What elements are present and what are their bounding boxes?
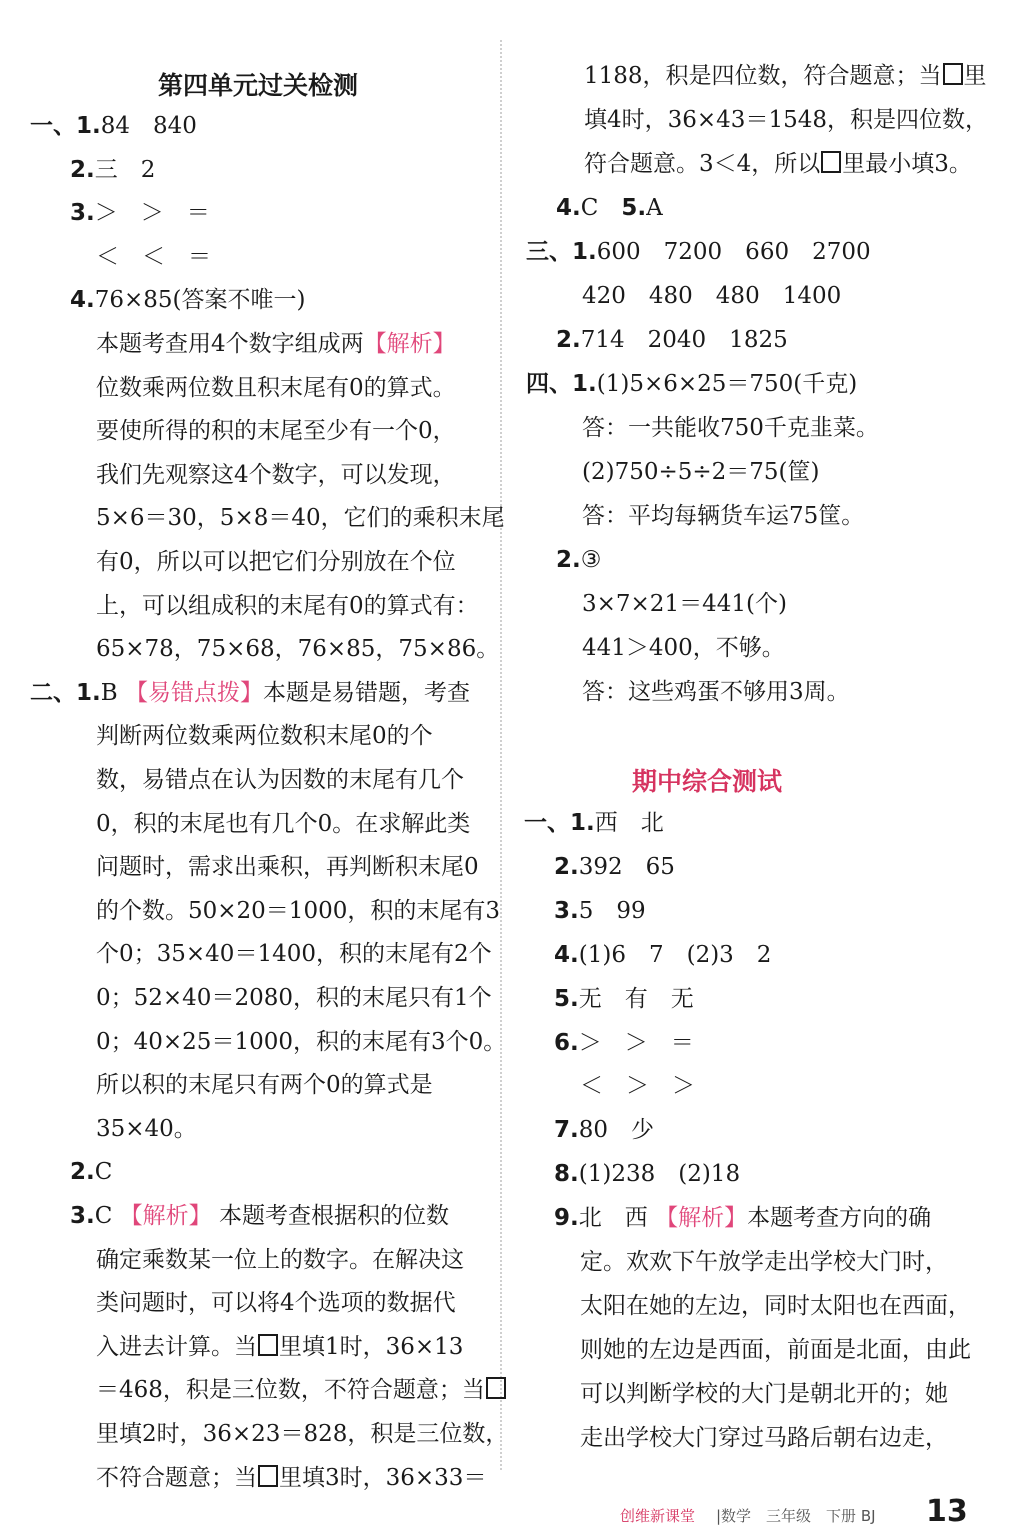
blank-box-icon [258, 1334, 278, 1356]
answer-text: (1)6 7 (2)3 2 [578, 941, 772, 968]
answer-text: C [94, 1203, 120, 1229]
answer-text: ＜ ＞ ＞ [580, 1073, 695, 1100]
answer-line [96, 852, 479, 882]
answer-text: C [94, 1159, 113, 1186]
answer-text: 35×40。 [96, 1115, 197, 1142]
question-number: 9. [554, 1205, 579, 1232]
footer-brand: 创维新课堂 [620, 1507, 696, 1525]
answer-text: 441＞400，不够。 [582, 635, 785, 661]
answer-line [96, 329, 456, 359]
section-title-unit4: 第四单元过关检测 [158, 71, 359, 100]
question-number: 4. [556, 195, 581, 221]
answer-text: 数，易错点在认为因数的末尾有几个 [96, 767, 464, 793]
answer-text: 0；52×40＝2080，积的末尾只有1个 [96, 985, 492, 1011]
question-number: 四、1. [526, 371, 597, 397]
answer-text: (1)238 (2)18 [578, 1161, 741, 1188]
answer-line [580, 1247, 948, 1277]
answer-line [96, 765, 464, 795]
note-tag: 【解析】 [119, 1203, 212, 1229]
answer-line [526, 369, 857, 399]
answer-line [70, 285, 306, 315]
answer-line [96, 634, 499, 664]
column-divider [500, 40, 502, 1470]
answer-text: 则她的左边是西面，前面是北面，由此 [580, 1336, 971, 1363]
answer-text: 答：这些鸡蛋不够用3周。 [582, 679, 850, 705]
answer-text: 5 99 [578, 897, 646, 924]
answer-line [580, 1071, 695, 1101]
answer-text: 里填2时，36×23＝828，积是三位数， [96, 1421, 509, 1447]
answer-text: 1188，积是四位数，符合题意；当 [584, 63, 942, 89]
answer-line [96, 460, 456, 490]
answer-text: 里 [963, 63, 987, 89]
answer-line [582, 589, 787, 619]
note-tag: 【易错点拨】 [124, 679, 263, 706]
question-number: 一、1. [30, 113, 101, 139]
answer-text: 问题时，需求出乘积，再判断积末尾0 [96, 854, 479, 881]
answer-text: 0，积的末尾也有几个0。在求解此类 [96, 810, 471, 837]
answer-line [554, 852, 675, 882]
answer-text: 填4时，36×43＝1548，积是四位数， [584, 107, 988, 133]
answer-text: 类问题时，可以将4个选项的数据代 [96, 1290, 456, 1317]
answer-text: (1)5×6×25＝750(千克) [596, 371, 858, 397]
answer-text: 确定乘数某一位上的数字。在解决这 [96, 1246, 464, 1273]
answer-text: ＝468，积是三位数，不符合题意；当 [96, 1377, 485, 1404]
answer-line [554, 1028, 694, 1058]
answer-line [556, 545, 601, 575]
answer-text: ＞ ＞ ＝ [578, 1029, 694, 1056]
answer-text: 392 65 [578, 853, 675, 880]
answer-text: 本题考查方向的确 [747, 1205, 932, 1232]
blank-box-icon [821, 151, 841, 173]
question-number: 三、1. [526, 239, 597, 265]
answer-line [96, 591, 479, 621]
blank-box-icon [486, 1377, 506, 1399]
answer-text: 答：一共能收750千克韭菜。 [582, 415, 879, 441]
blank-box-icon [943, 63, 963, 85]
answer-text: 可以判断学校的大门是朝北开的；她 [580, 1380, 948, 1407]
answer-line [96, 809, 470, 839]
answer-line [70, 155, 155, 185]
answer-line [554, 1159, 740, 1189]
answer-text: 北 西 [578, 1205, 656, 1232]
question-number: 2. [556, 547, 581, 573]
answer-text: 我们先观察这4个数字，可以发现， [96, 461, 456, 488]
question-number: 7. [554, 1117, 579, 1144]
answer-line [96, 547, 456, 577]
answer-line [584, 61, 987, 91]
answer-text: 里填1时，36×13 [279, 1333, 464, 1360]
answer-line [70, 198, 210, 228]
answer-text: 84 840 [100, 113, 197, 139]
answer-line [96, 1070, 433, 1100]
answer-text: 的个数。50×20＝1000，积的末尾有3 [96, 897, 500, 924]
answer-text: 符合题意。3＜4，所以 [584, 151, 821, 177]
answer-text: 76×85(答案不唯一) [94, 287, 306, 314]
page-footer [620, 1496, 990, 1530]
answer-line [556, 325, 788, 355]
answer-line [96, 1114, 197, 1144]
answer-line [582, 457, 820, 487]
answer-line [582, 677, 850, 707]
answer-line [580, 1423, 948, 1453]
answer-text: 本题考查根据积的位数 [211, 1203, 449, 1229]
question-number: 4. [70, 287, 95, 314]
answer-line [96, 1463, 486, 1493]
answer-line [96, 1332, 463, 1362]
question-number: 3. [554, 897, 579, 924]
answer-line [584, 149, 972, 179]
answer-text: 不符合题意；当 [96, 1464, 257, 1491]
answer-text: 西 北 [594, 810, 664, 836]
answer-line [582, 281, 841, 311]
answer-line [524, 808, 664, 838]
answer-text: 太阳在她的左边，同时太阳也在西面， [580, 1292, 971, 1319]
answer-text: ＞ ＞ ＝ [94, 200, 210, 227]
answer-text: 无 有 无 [578, 985, 694, 1012]
answer-text: 入进去计算。当 [96, 1333, 257, 1360]
question-number: 二、1. [30, 679, 101, 706]
answer-line [96, 373, 456, 403]
answer-line [96, 1288, 456, 1318]
answer-text: 个0；35×40＝1400，积的末尾有2个 [96, 941, 492, 968]
question-number: 一、1. [524, 810, 595, 836]
answer-text: 5×6＝30，5×8＝40，它们的乘积末尾 [96, 505, 505, 532]
answer-text: 420 480 480 1400 [582, 283, 842, 309]
page-number: 13 [926, 1494, 968, 1529]
answer-line [96, 721, 433, 751]
answer-line [96, 896, 500, 926]
question-number: 3. [70, 200, 95, 227]
question-number: 2. [70, 156, 95, 183]
answer-line [30, 111, 197, 141]
answer-line [554, 896, 646, 926]
answer-line [582, 413, 879, 443]
answer-line [96, 1027, 506, 1057]
question-number: 3. [70, 1203, 95, 1229]
answer-line [96, 1245, 464, 1275]
answer-line [96, 503, 505, 533]
answer-line [96, 416, 456, 446]
answer-text: 定。欢欢下午放学走出学校大门时， [580, 1249, 948, 1275]
answer-line [96, 983, 492, 1013]
answer-text: 本题考查用4个数字组成两 [96, 331, 364, 357]
answer-text: 要使所得的积的末尾至少有一个0， [96, 418, 456, 445]
question-number: 5. [621, 195, 647, 221]
answer-line [584, 105, 988, 135]
question-number: 2. [70, 1159, 95, 1186]
answer-line [554, 1115, 654, 1145]
answer-text: C [580, 195, 622, 221]
answer-line [554, 984, 694, 1014]
answer-line [96, 242, 211, 272]
answer-line [554, 940, 771, 970]
answer-text: 本题是易错题，考查 [262, 679, 470, 706]
answer-text: A [646, 195, 663, 221]
note-tag: 【解析】 [363, 331, 456, 357]
answer-text: 65×78，75×68，76×85，75×86。 [96, 636, 500, 663]
answer-text: 上，可以组成积的末尾有0的算式有： [96, 592, 479, 619]
answer-line [30, 678, 470, 708]
answer-text: 600 7200 660 2700 [596, 239, 871, 265]
answer-text: B [100, 679, 125, 706]
answer-text: 714 2040 1825 [580, 327, 788, 353]
answer-text: 80 少 [578, 1117, 655, 1144]
answer-text: 所以积的末尾只有两个0的算式是 [96, 1072, 433, 1099]
answer-text: 有0，所以可以把它们分别放在个位 [96, 549, 456, 575]
answer-line [96, 1419, 508, 1449]
answer-line [582, 501, 864, 531]
answer-text: 判断两位数乘两位数积末尾0的个 [96, 723, 433, 750]
question-number: 8. [554, 1161, 579, 1188]
answer-text: 0；40×25＝1000，积的末尾有3个0。 [96, 1028, 507, 1055]
answer-line [580, 1379, 948, 1409]
blank-box-icon [258, 1465, 278, 1487]
answer-text: 里填3时，36×33＝ [279, 1464, 487, 1491]
question-number: 6. [554, 1029, 579, 1056]
question-number: 2. [556, 327, 581, 353]
answer-text: 三 2 [94, 156, 156, 183]
section-title-midterm: 期中综合测试 [632, 767, 783, 796]
answer-text: 3×7×21＝441(个) [582, 591, 787, 617]
answer-text: ③ [580, 547, 602, 573]
question-number: 5. [554, 985, 579, 1012]
answer-line [70, 1201, 449, 1231]
answer-line [556, 193, 663, 223]
answer-text: ＜ ＜ ＝ [96, 243, 211, 270]
answer-line [580, 1335, 971, 1365]
answer-text: 答：平均每辆货车运75筐。 [582, 503, 865, 529]
answer-text: (2)750÷5÷2＝75(筐) [582, 459, 820, 485]
footer-info: |数学 三年级 下册 BJ [716, 1507, 876, 1525]
answer-text: 位数乘两位数且积末尾有0的算式。 [96, 374, 456, 401]
answer-text: 走出学校大门穿过马路后朝右边走， [580, 1424, 948, 1451]
answer-line [526, 237, 871, 267]
answer-line [96, 939, 492, 969]
answer-text: 里最小填3。 [842, 151, 972, 177]
answer-line [554, 1203, 931, 1233]
answer-line [580, 1291, 971, 1321]
answer-line [96, 1375, 507, 1405]
question-number: 4. [554, 941, 579, 968]
question-number: 2. [554, 853, 579, 880]
answer-line [70, 1157, 112, 1187]
note-tag: 【解析】 [655, 1205, 748, 1232]
answer-line [582, 633, 785, 663]
